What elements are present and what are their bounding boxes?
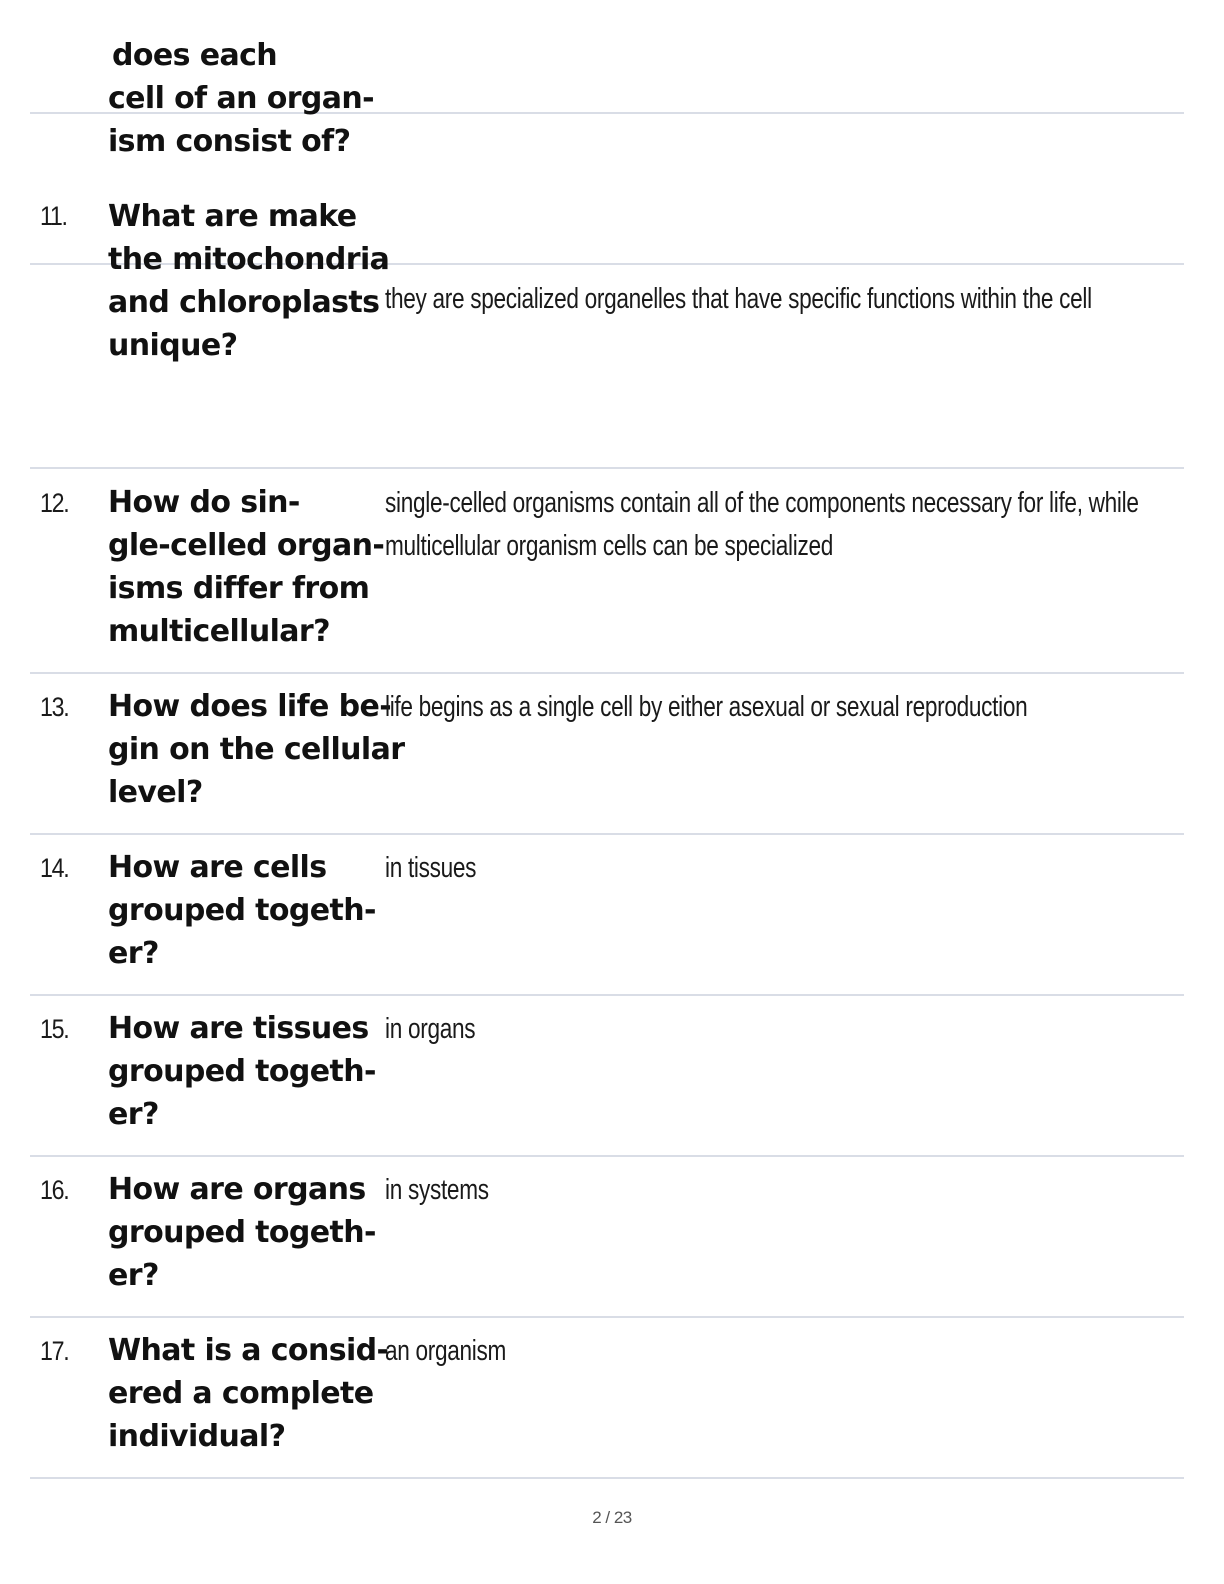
question-number: 14.	[40, 853, 69, 883]
answer-line: multicellular organism cells can be specialized	[385, 530, 834, 562]
question-line: How are tissues	[108, 1011, 369, 1046]
question-line: multicellular?	[108, 614, 330, 649]
row-divider	[30, 672, 1184, 674]
answer-line: life begins as a single cell by either asexual or sexual reproduction	[385, 691, 1028, 723]
answer-line: in organs	[385, 1013, 476, 1045]
question-line: grouped togeth-	[108, 1054, 376, 1089]
question-line: What are make	[108, 199, 357, 234]
answer-text	[385, 847, 1173, 890]
answer-line: single-celled organisms contain all of the components necessary for life, while	[385, 487, 1139, 519]
question-line: the mitochondria	[108, 242, 390, 277]
question-text	[108, 1329, 389, 1458]
row-divider	[30, 1155, 1184, 1157]
answer-line: they are specialized organelles that have specific functions within the cell	[385, 283, 1092, 315]
answer-text	[385, 278, 1173, 321]
question-number: 15.	[40, 1014, 69, 1044]
question-number: 17.	[40, 1336, 69, 1366]
question-text	[108, 1007, 383, 1136]
question-line: er?	[108, 1258, 159, 1293]
answer-text	[385, 1008, 1173, 1051]
question-line: and chloroplasts	[108, 285, 380, 320]
row-divider	[30, 833, 1184, 835]
question-text	[108, 846, 383, 975]
question-line: unique?	[108, 328, 238, 363]
question-text	[108, 481, 383, 653]
row-divider	[30, 1477, 1184, 1479]
question-number: 16.	[40, 1175, 69, 1205]
question-text	[108, 195, 390, 367]
question-line: individual?	[108, 1419, 286, 1454]
question-line: er?	[108, 1097, 159, 1132]
answer-text	[385, 1330, 1173, 1373]
question-line: How are cells	[108, 850, 327, 885]
question-number: 12.	[40, 488, 69, 518]
question-line: gin on the cellular	[108, 732, 405, 767]
question-line: ism consist of?	[108, 124, 351, 159]
question-line: cell of an organ-	[108, 81, 375, 116]
page-indicator: 2 / 23	[592, 1508, 632, 1527]
question-line: does each	[112, 38, 278, 73]
answer-text	[385, 482, 1173, 568]
answer-line: in systems	[385, 1174, 489, 1206]
answer-text	[385, 1169, 1173, 1212]
question-line: How are organs	[108, 1172, 366, 1207]
question-line: What is a consid-	[108, 1333, 389, 1368]
question-line: er?	[108, 936, 159, 971]
row-divider	[30, 994, 1184, 996]
question-line: grouped togeth-	[108, 893, 376, 928]
question-line: How does life be-	[108, 689, 392, 724]
question-text	[108, 1168, 383, 1297]
answer-text	[385, 686, 1173, 729]
question-line: gle-celled organ-	[108, 528, 385, 563]
row-divider	[30, 467, 1184, 469]
row-divider	[30, 1316, 1184, 1318]
answer-line: an organism	[385, 1335, 507, 1367]
question-text	[108, 685, 405, 814]
question-text	[108, 34, 383, 163]
question-line: level?	[108, 775, 203, 810]
question-line: ered a complete	[108, 1376, 374, 1411]
question-number: 11.	[40, 201, 67, 231]
question-number: 13.	[40, 692, 69, 722]
question-line: How do sin-	[108, 485, 300, 520]
question-line: grouped togeth-	[108, 1215, 376, 1250]
answer-line: in tissues	[385, 852, 477, 884]
question-line: isms differ from	[108, 571, 370, 606]
